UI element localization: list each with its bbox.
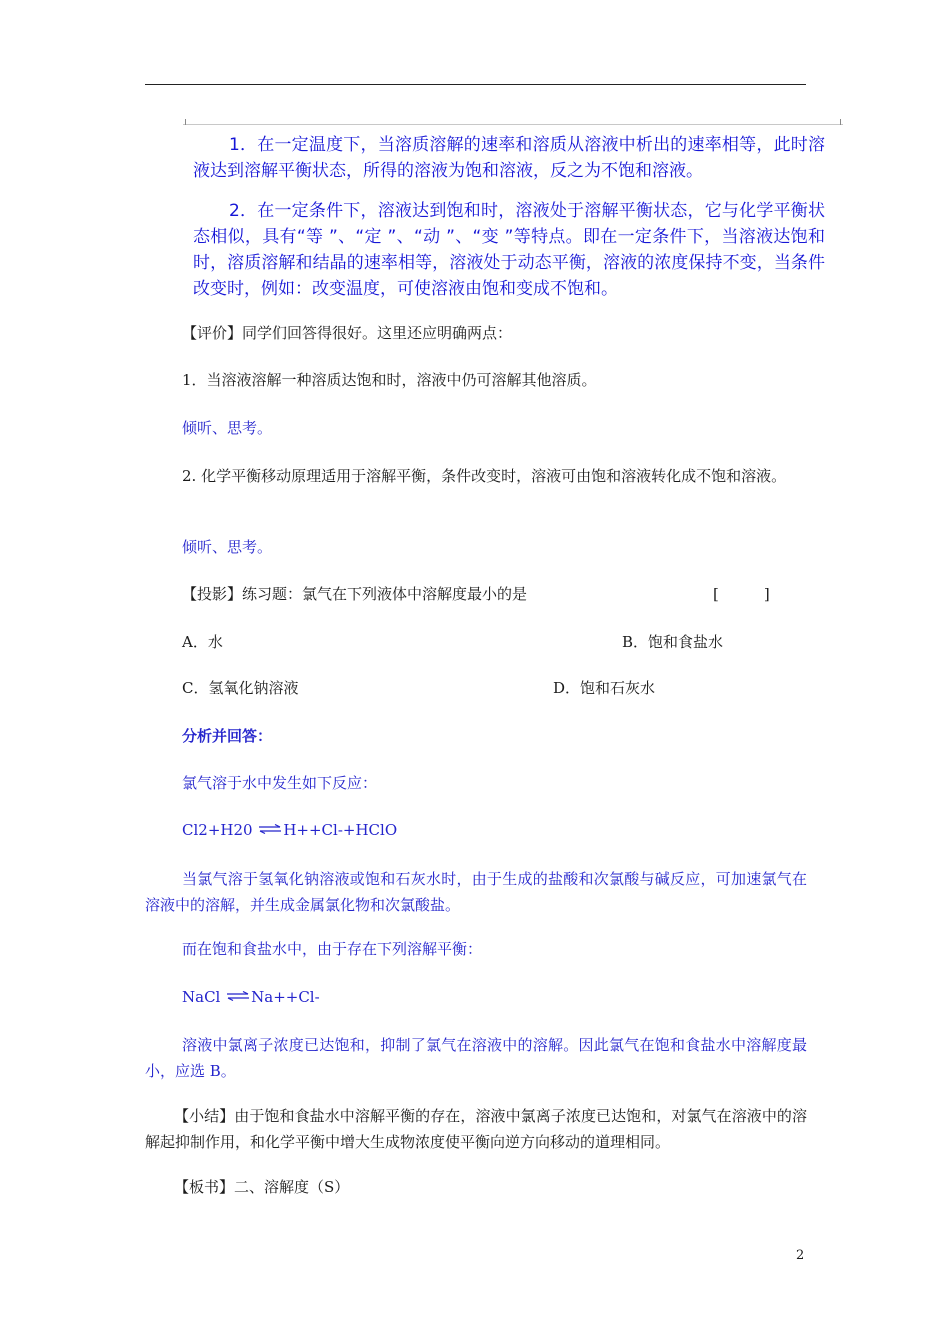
board-text: 【板书】二、溶解度（S） — [174, 1178, 350, 1196]
page-number: 2 — [796, 1248, 805, 1263]
analysis-paragraph-1: 当氯气溶于氢氧化钠溶液或饱和石灰水时，由于生成的盐酸和次氯酸与碱反应，可加速氯气在溶液中的溶解，并生成金属氯化物和次氯酸盐。 — [145, 870, 807, 914]
analysis-intro: 氯气溶于水中发生如下反应： — [182, 774, 378, 792]
analysis-heading: 分析并回答： — [182, 727, 273, 745]
equation-nacl — [182, 985, 320, 1010]
box-paragraph-2: 2．在一定条件下，溶液达到饱和时，溶液处于溶解平衡状态，它与化学平衡状态相似，具有“等 ”、“定 ”、“动 ”、“变 ”等特点。即在一定条件下，当溶液达饱和时，溶质溶解和结晶的速率相等，溶液处于动态平衡，溶液的浓度保持不变，当条件改变时，例如：改变温度，可使溶液由饱和变成不饱和。 — [193, 201, 825, 299]
analysis-paragraph-2: 溶液中氯离子浓度已达饱和，抑制了氯气在溶液中的溶解。因此氯气在饱和食盐水中溶解度最小，应选 B。 — [145, 1036, 807, 1080]
box-paragraph-1: 1．在一定温度下，当溶质溶解的速率和溶质从溶液中析出的速率相等，此时溶液达到溶解平衡状态，所得的溶液为饱和溶液，反之为不饱和溶液。 — [193, 135, 825, 181]
option-d: D．饱和石灰水 — [553, 679, 656, 697]
equation-2-left: NaCl — [182, 988, 221, 1006]
option-a: A．水 — [182, 633, 223, 651]
answer-bracket: [ ] — [713, 585, 770, 603]
highlight-box — [183, 124, 843, 305]
point-1-text: 1．当溶液溶解一种溶质达饱和时，溶液中仍可溶解其他溶质。 — [182, 371, 597, 389]
projection-question: 【投影】练习题：氯气在下列液体中溶解度最小的是 — [182, 585, 528, 603]
equation-2-right: Na++Cl- — [251, 988, 320, 1006]
listen-think-1: 倾听、思考。 — [182, 419, 273, 437]
box-corner-tick — [840, 119, 841, 125]
header-rule — [145, 84, 806, 85]
summary-text: 【小结】由于饱和食盐水中溶解平衡的存在，溶液中氯离子浓度已达饱和，对氯气在溶液中的溶解起抑制作用，和化学平衡中增大生成物浓度使平衡向逆方向移动的道理相同。 — [145, 1107, 807, 1151]
box-corner-tick — [185, 119, 186, 125]
equation-1-right: H++Cl-+HClO — [283, 821, 398, 839]
equation-1-left: Cl2+H20 — [182, 821, 253, 839]
evaluation-text: 【评价】同学们回答得很好。这里还应明确两点： — [182, 324, 513, 342]
equilibrium-arrow-icon — [258, 824, 282, 834]
equilibrium-arrow-icon — [226, 991, 250, 1001]
equation-chlorine-water — [182, 818, 397, 843]
option-b: B．饱和食盐水 — [622, 633, 724, 651]
point-2-text: 2. 化学平衡移动原理适用于溶解平衡，条件改变时，溶液可由饱和溶液转化成不饱和溶液。 — [182, 467, 787, 485]
analysis-intro-2: 而在饱和食盐水中，由于存在下列溶解平衡： — [182, 940, 483, 958]
option-c: C．氢氧化钠溶液 — [182, 679, 299, 697]
listen-think-2: 倾听、思考。 — [182, 538, 273, 556]
